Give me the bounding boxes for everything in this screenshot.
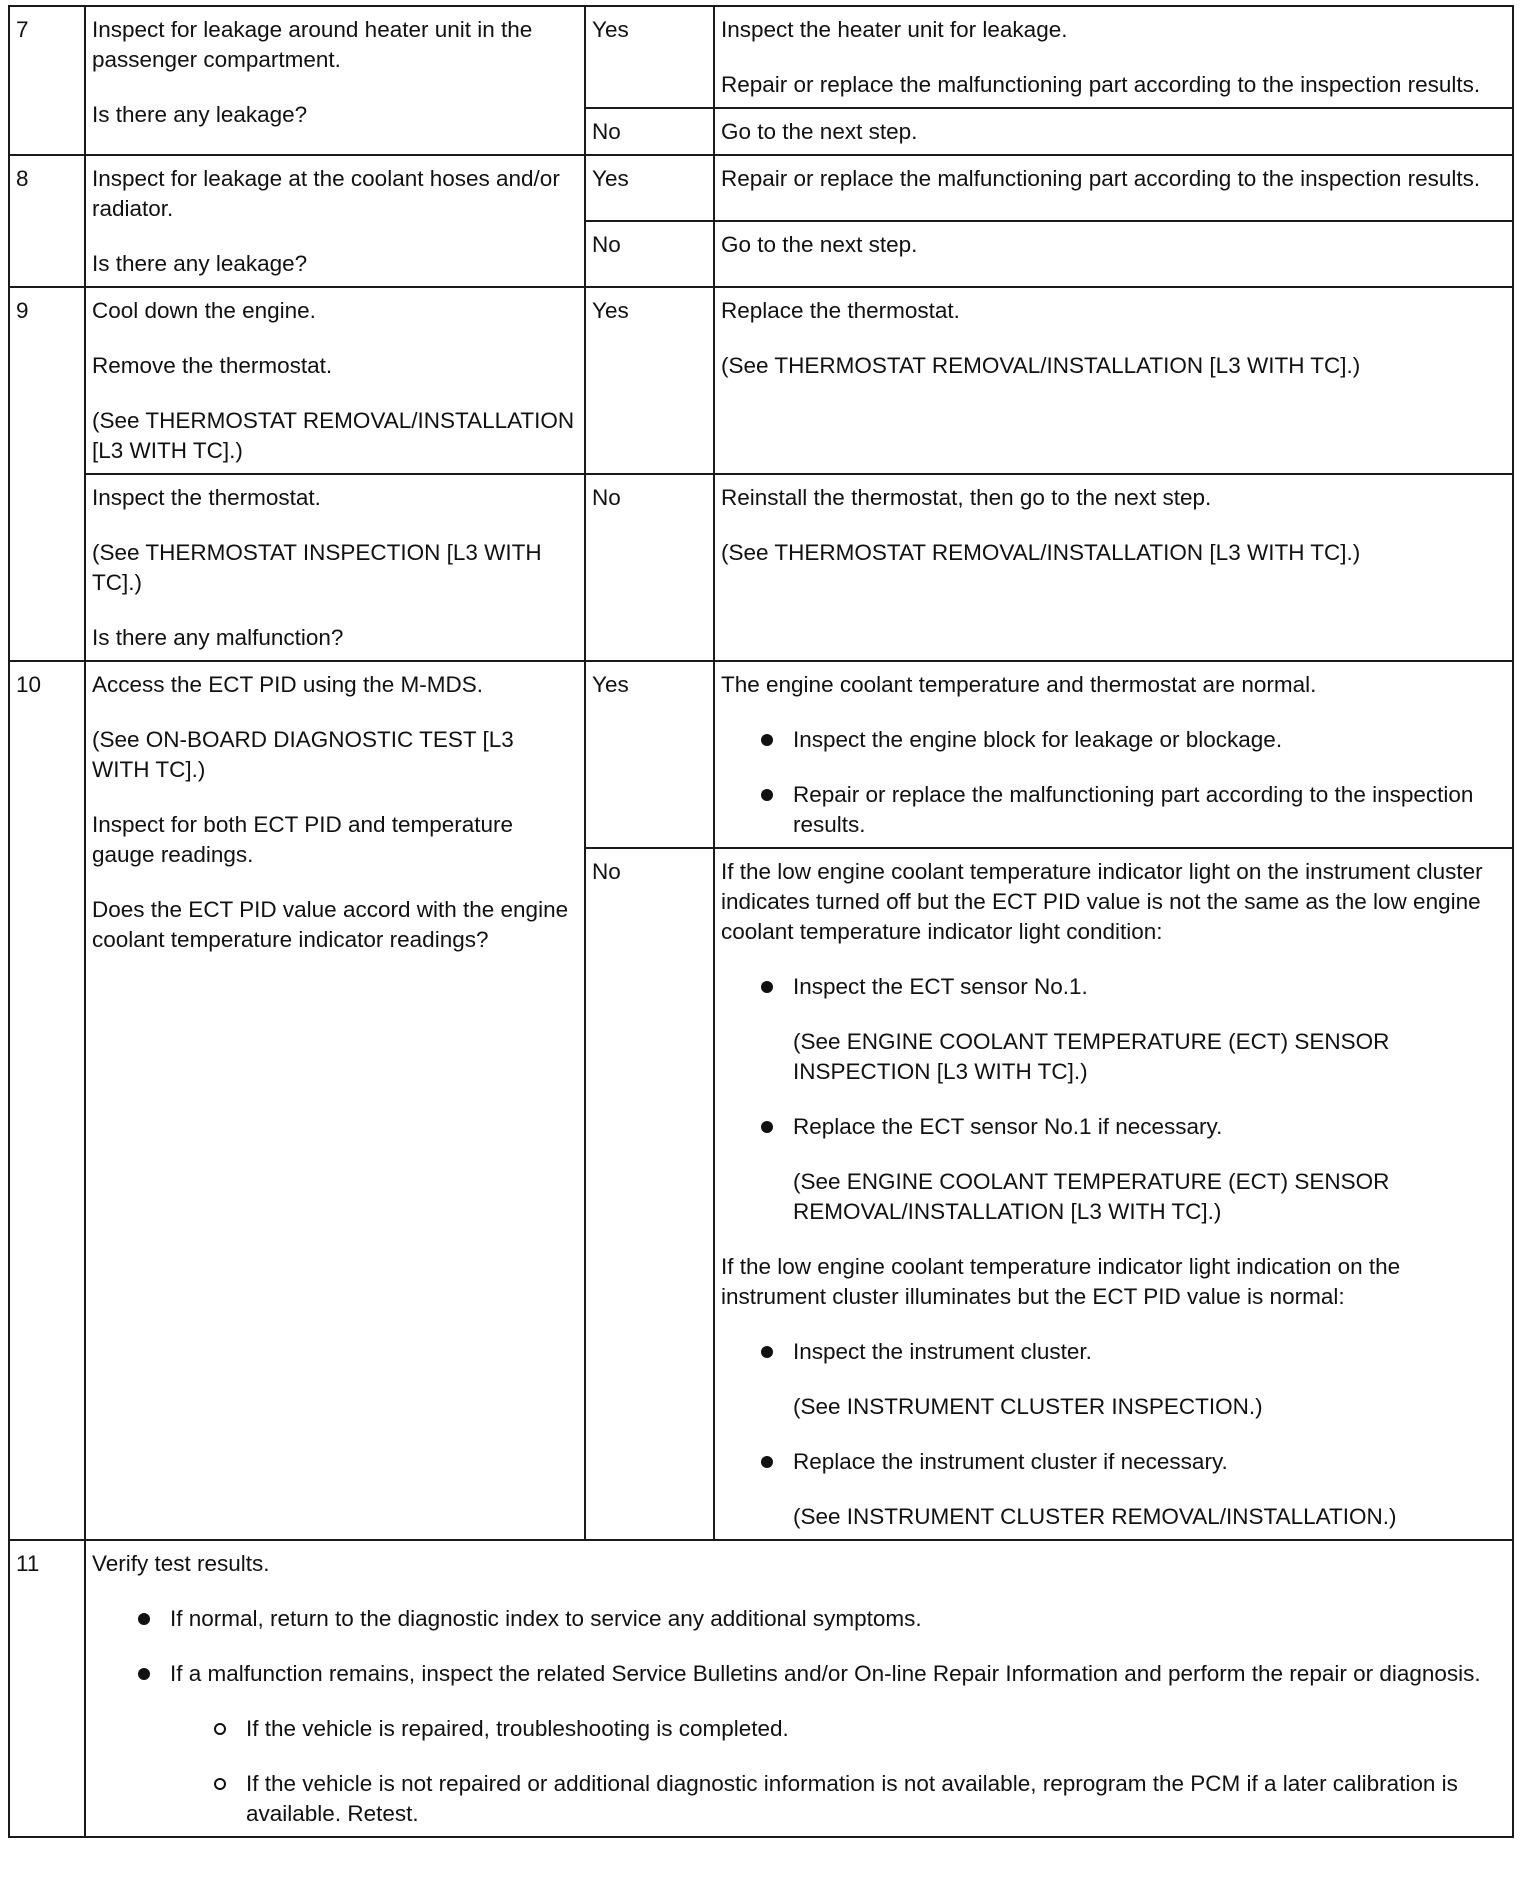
- bullet-icon: [138, 1668, 150, 1680]
- step-number: 9: [9, 287, 85, 661]
- inspection-text: Remove the thermostat.: [92, 353, 333, 378]
- action-text: The engine coolant temperature and thermostat are normal.: [721, 672, 1317, 697]
- step-9-no-row: [9, 474, 1513, 661]
- list-item: [793, 972, 1504, 1087]
- bullet-icon: [761, 981, 773, 993]
- action-text: Repair or replace the malfunctioning part according to the inspection results.: [721, 166, 1481, 191]
- result-no: No: [585, 108, 714, 155]
- list-item-text: Replace the ECT sensor No.1 if necessary.: [793, 1114, 1223, 1139]
- inspection-question: Does the ECT PID value accord with the engine coolant temperature indicator readings?: [92, 897, 569, 952]
- inspection-reference: (See THERMOSTAT INSPECTION [L3 WITH TC].): [92, 540, 542, 595]
- action-text: Go to the next step.: [721, 232, 918, 257]
- list-item-text: Repair or replace the malfunctioning part according to the inspection results.: [793, 782, 1474, 837]
- list-item-text: Replace the instrument cluster if necessary.: [793, 1449, 1228, 1474]
- list-item-text: Inspect the engine block for leakage or blockage.: [793, 727, 1283, 752]
- action-text: Reinstall the thermostat, then go to the next step.: [721, 485, 1212, 510]
- step-number: 8: [9, 155, 85, 287]
- action-text: Inspect the heater unit for leakage.: [721, 17, 1068, 42]
- step-9-yes-row: [9, 287, 1513, 474]
- step-7-yes-row: [9, 6, 1513, 108]
- list-item: [793, 1112, 1504, 1227]
- action-text: If the low engine coolant temperature indicator light indication on the instrument cluster illuminates but the ECT PID value is normal:: [721, 1254, 1401, 1309]
- bullet-icon: [761, 1121, 773, 1133]
- list-item-text: If normal, return to the diagnostic index to service any additional symptoms.: [170, 1606, 922, 1631]
- bullet-list: [721, 1337, 1504, 1532]
- list-item-reference: (See ENGINE COOLANT TEMPERATURE (ECT) SENSOR INSPECTION [L3 WITH TC].): [793, 1029, 1390, 1084]
- bullet-list: [92, 1604, 1504, 1829]
- bullet-list: [721, 972, 1504, 1227]
- inspection-text: Inspect for both ECT PID and temperature gauge readings.: [92, 812, 514, 867]
- inspection-cell: [85, 6, 585, 155]
- action-cell: [714, 661, 1513, 848]
- inspection-question: Is there any leakage?: [92, 102, 308, 127]
- step-number: 7: [9, 6, 85, 155]
- bullet-icon: [761, 789, 773, 801]
- inspection-cell: [85, 287, 585, 474]
- result-yes: Yes: [585, 6, 714, 108]
- inspection-text: Cool down the engine.: [92, 298, 316, 323]
- list-item-reference: (See INSTRUMENT CLUSTER REMOVAL/INSTALLATION.): [793, 1504, 1397, 1529]
- result-yes: Yes: [585, 661, 714, 848]
- bullet-icon: [761, 734, 773, 746]
- bullet-list: [721, 725, 1504, 840]
- action-cell: [714, 6, 1513, 108]
- list-item-reference: (See INSTRUMENT CLUSTER INSPECTION.): [793, 1394, 1263, 1419]
- result-yes: Yes: [585, 287, 714, 474]
- inspection-cell: [85, 474, 585, 661]
- inspection-text: Inspect the thermostat.: [92, 485, 321, 510]
- action-cell: [714, 848, 1513, 1540]
- action-cell: [714, 287, 1513, 474]
- step-number: 10: [9, 661, 85, 1540]
- step-10-yes-row: [9, 661, 1513, 848]
- bullet-icon: [761, 1346, 773, 1358]
- list-item: [170, 1659, 1504, 1829]
- final-step-title: Verify test results.: [92, 1551, 270, 1576]
- sub-list-item-text: If the vehicle is repaired, troubleshooting is completed.: [246, 1716, 789, 1741]
- list-item-reference: (See ENGINE COOLANT TEMPERATURE (ECT) SENSOR REMOVAL/INSTALLATION [L3 WITH TC].): [793, 1169, 1390, 1224]
- inspection-reference: (See ON-BOARD DIAGNOSTIC TEST [L3 WITH TC].): [92, 727, 514, 782]
- step-8-yes-row: [9, 155, 1513, 221]
- inspection-text: Inspect for leakage around heater unit in the passenger compartment.: [92, 17, 533, 72]
- list-item: [793, 780, 1504, 840]
- sub-list-item: [246, 1714, 1504, 1744]
- action-text: Go to the next step.: [721, 119, 918, 144]
- list-item-text: Inspect the ECT sensor No.1.: [793, 974, 1088, 999]
- inspection-question: Is there any malfunction?: [92, 625, 344, 650]
- result-no: No: [585, 474, 714, 661]
- diagnostic-procedure-table: [8, 5, 1514, 1838]
- action-reference: (See THERMOSTAT REMOVAL/INSTALLATION [L3 WITH TC].): [721, 540, 1361, 565]
- list-item: [170, 1604, 1504, 1634]
- step-number: 11: [9, 1540, 85, 1837]
- sub-list-item-text: If the vehicle is not repaired or additional diagnostic information is not available, reprogram the PCM if a later calibration is available. Retest.: [246, 1771, 1458, 1826]
- action-cell: [714, 155, 1513, 221]
- inspection-cell: [85, 661, 585, 1540]
- action-text: If the low engine coolant temperature indicator light on the instrument cluster indicates turned off but the ECT PID value is not the same as the low engine coolant temperature indicator light condition:: [721, 859, 1483, 944]
- inspection-text: Access the ECT PID using the M-MDS.: [92, 672, 483, 697]
- action-cell: [714, 108, 1513, 155]
- list-item: [793, 725, 1504, 755]
- sub-bullet-list: [170, 1714, 1504, 1829]
- bullet-icon: [138, 1613, 150, 1625]
- action-text: Replace the thermostat.: [721, 298, 960, 323]
- list-item: [793, 1337, 1504, 1422]
- inspection-reference: (See THERMOSTAT REMOVAL/INSTALLATION [L3 WITH TC].): [92, 408, 575, 463]
- list-item: [793, 1447, 1504, 1532]
- action-cell: [714, 474, 1513, 661]
- circle-bullet-icon: [214, 1723, 226, 1735]
- list-item-text: If a malfunction remains, inspect the related Service Bulletins and/or On-line Repair Information and perform the repair or diagnosis.: [170, 1661, 1481, 1686]
- step-11-row: [9, 1540, 1513, 1837]
- result-no: No: [585, 848, 714, 1540]
- list-item-text: Inspect the instrument cluster.: [793, 1339, 1092, 1364]
- result-yes: Yes: [585, 155, 714, 221]
- sub-list-item: [246, 1769, 1504, 1829]
- circle-bullet-icon: [214, 1778, 226, 1790]
- inspection-cell: [85, 155, 585, 287]
- final-step-cell: [85, 1540, 1513, 1837]
- bullet-icon: [761, 1456, 773, 1468]
- action-text: Repair or replace the malfunctioning part according to the inspection results.: [721, 72, 1481, 97]
- action-cell: [714, 221, 1513, 287]
- result-no: No: [585, 221, 714, 287]
- action-reference: (See THERMOSTAT REMOVAL/INSTALLATION [L3 WITH TC].): [721, 353, 1361, 378]
- inspection-text: Inspect for leakage at the coolant hoses and/or radiator.: [92, 166, 560, 221]
- inspection-question: Is there any leakage?: [92, 251, 308, 276]
